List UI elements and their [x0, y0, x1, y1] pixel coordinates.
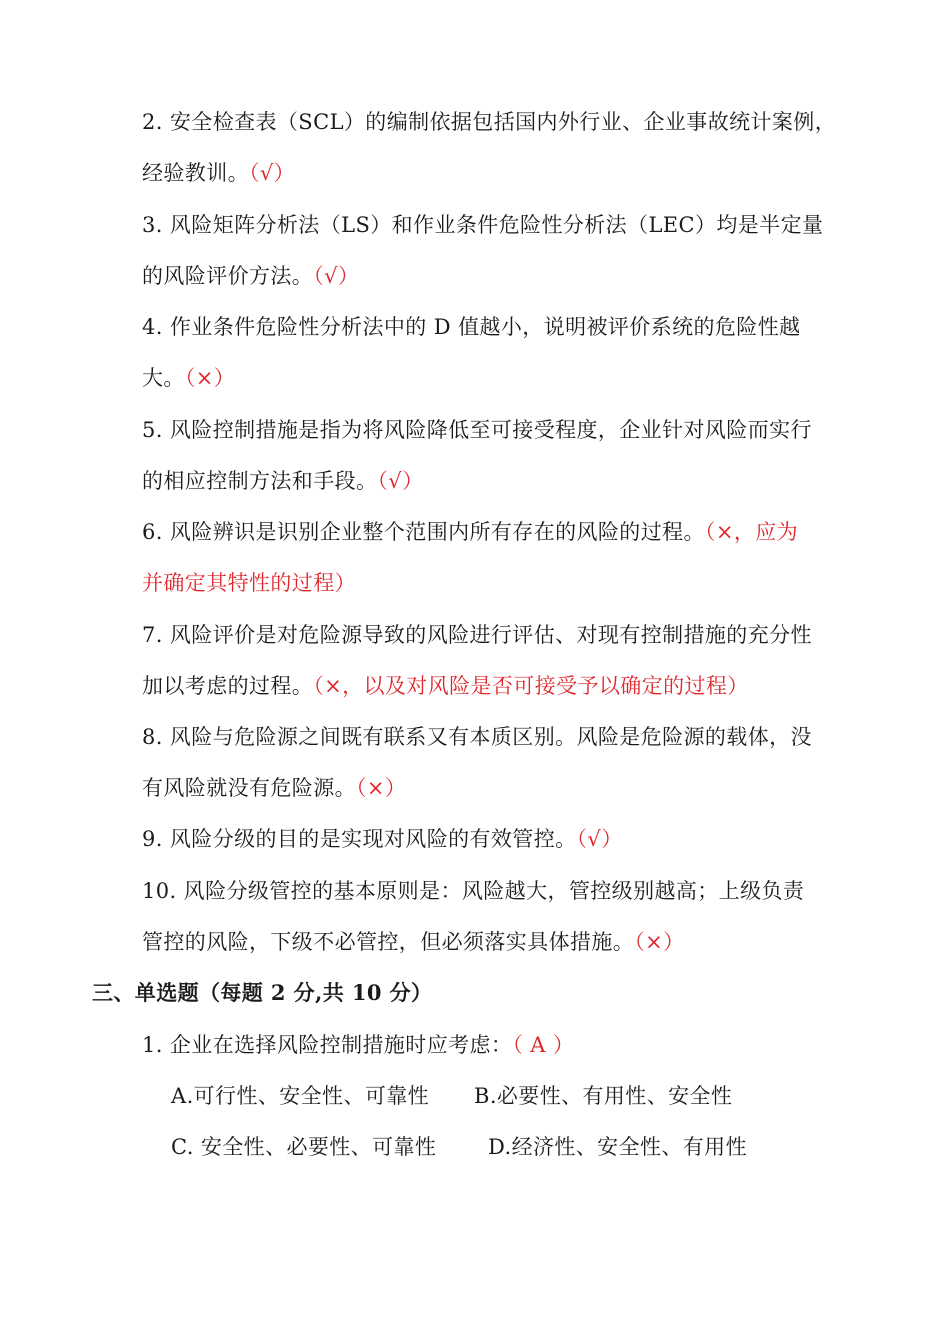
tf-item-7-line1: 7. 风险评价是对危险源导致的风险进行评估、对现有控制措施的充分性 [142, 623, 812, 647]
tf-item-4-line2: 大。（×） [142, 366, 236, 390]
tf-item-8-line1: 8. 风险与危险源之间既有联系又有本质区别。风险是危险源的载体，没 [142, 725, 812, 749]
tf-item-3-line2: 的风险评价方法。（√） [142, 264, 360, 288]
tf-item-4-line1: 4. 作业条件危险性分析法中的 D 值越小，说明被评价系统的危险性越 [142, 315, 801, 339]
tf-item-2-line1: 2. 安全检查表（SCL）的编制依据包括国内外行业、企业事故统计案例， [142, 110, 837, 134]
tf-item-6-answer-part1: （×，应为 [704, 520, 799, 544]
tf-item-10-line2: 管控的风险，下级不必管控，但必须落实具体措施。（×） [142, 930, 685, 954]
sc-question-1-option-d: D.经济性、安全性、有用性 [488, 1135, 747, 1159]
tf-item-6-line1: 6. 风险辨识是识别企业整个范围内所有存在的风险的过程。（×，应为 [142, 520, 799, 544]
tf-item-3-line1: 3. 风险矩阵分析法（LS）和作业条件危险性分析法（LEC）均是半定量 [142, 213, 824, 237]
tf-item-6-line2 [142, 568, 356, 598]
tf-item-7-line2: 加以考虑的过程。（×，以及对风险是否可接受予以确定的过程） [142, 674, 749, 698]
tf-item-2-line2: 经验教训。（√） [142, 161, 296, 185]
tf-item-10-line1: 10. 风险分级管控的基本原则是：风险越大，管控级别越高；上级负责 [142, 879, 805, 903]
sc-question-1-answer: （ A ） [512, 1033, 575, 1057]
tf-item-9-answer: （√） [576, 827, 623, 851]
section-heading-single-choice: 三、单选题（每题 2 分,共 10 分） [92, 980, 433, 1005]
tf-item-10-answer: （×） [634, 930, 685, 954]
tf-item-4-answer: （×） [184, 366, 236, 390]
tf-item-2-answer: （√） [249, 161, 296, 185]
tf-item-5-line2: 的相应控制方法和手段。（√） [142, 469, 424, 493]
tf-item-7-answer: （×，以及对风险是否可接受予以确定的过程） [313, 674, 749, 698]
sc-question-1-option-b: B.必要性、有用性、安全性 [474, 1084, 733, 1108]
tf-item-6-answer-part2: 并确定其特性的过程） [142, 571, 356, 595]
tf-item-3-answer: （√） [313, 264, 360, 288]
tf-item-5-answer: （√） [377, 469, 424, 493]
sc-question-1-stem: 1. 企业在选择风险控制措施时应考虑：（ A ） [142, 1033, 575, 1057]
sc-question-1-option-c: C. 安全性、必要性、可靠性 [171, 1135, 437, 1159]
tf-item-5-line1: 5. 风险控制措施是指为将风险降低至可接受程度，企业针对风险而实行 [142, 418, 812, 442]
tf-item-9-line1: 9. 风险分级的目的是实现对风险的有效管控。（√） [142, 827, 623, 851]
sc-question-1-option-a: A.可行性、安全性、可靠性 [171, 1084, 430, 1108]
tf-item-8-answer: （×） [356, 776, 407, 800]
tf-item-8-line2: 有风险就没有危险源。（×） [142, 776, 407, 800]
